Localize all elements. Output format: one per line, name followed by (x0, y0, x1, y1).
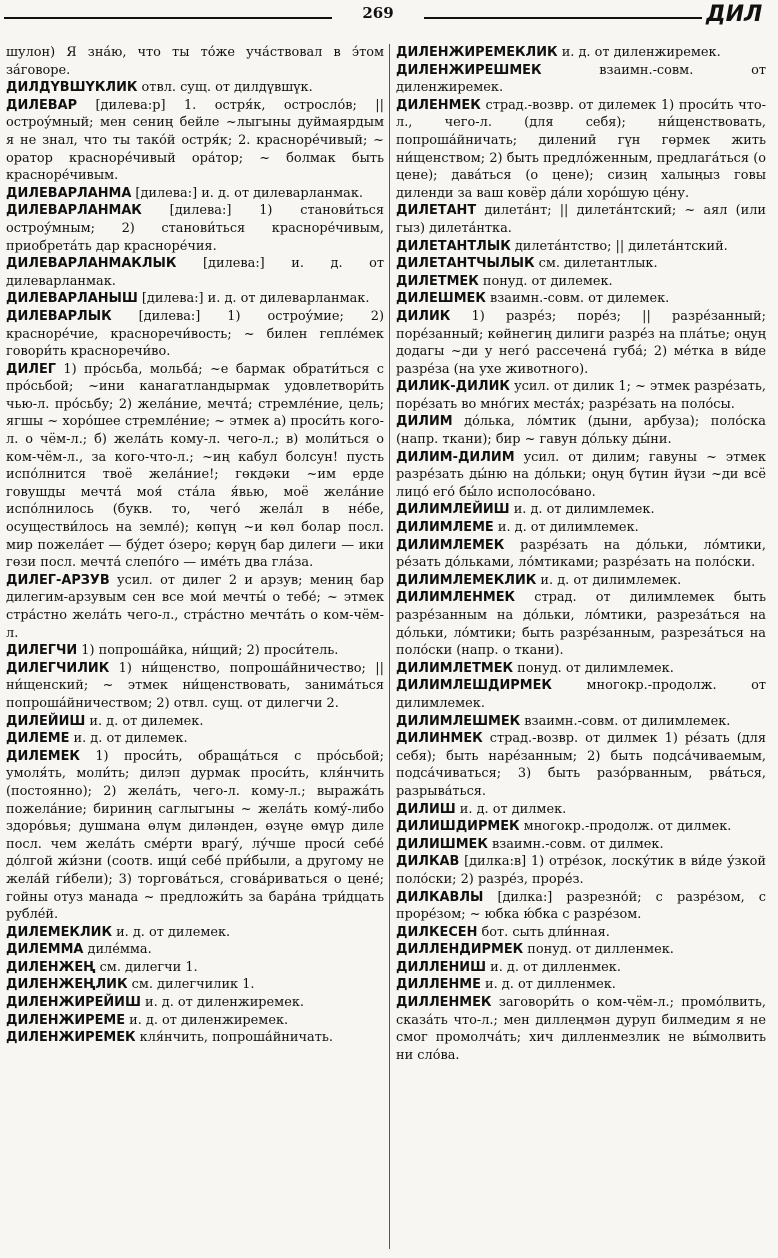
dictionary-entry: ДИЛЕНЖИРЕМЕК кля́нчить, попроша́йничать. (6, 1030, 333, 1046)
dictionary-entry: ДИЛИМЛЕМЕК разре́зать на до́льки, ло́мтики, ре́зать до́льками, ло́мтиками; разре́зать на поло́ски. (396, 537, 766, 571)
right-column (396, 44, 766, 1064)
dictionary-entry: ДИЛЕГЧИ 1) попроша́йка, ни́щий; 2) проси́тель. (6, 643, 339, 659)
dictionary-entry: ДИЛЕНМЕК страд.-возвр. от дилемек 1) проси́ть что-л., чего-л. (для себя); ни́щенствовать, попроша́йничать; дилениӣ гүн гөрмек жить ни́щенством; 2) быть предло́женным, предлага́ться (о цене); дава́ться (о цене); сизиң халыңыз говы диленди за ваш ковёр да́ли хоро́шую це́ну. (396, 97, 766, 201)
dictionary-entry: ДИЛЕЙИШ и. д. от дилемек. (6, 713, 204, 729)
dictionary-entry: ДИЛИМ-ДИЛИМ усил. от дилим; гавуны ~ этмек разре́зать ды́ню на до́льки; оңуң бүтин йүзи ~ди всё лицо́ его́ бы́ло исполосо́вано. (396, 449, 766, 500)
dictionary-entry: ДИЛЕГ 1) про́сьба, мольба́; ~е бармак обрати́ться с про́сьбой; ~ини канагатландырмак удовлетвори́ть чью-л. про́сьбу; 2) жела́ние, мечта́; стремле́ние, цель; ягшы ~ хоро́шее стремле́ние; ~ этмек а) проси́ть кого-л. о чём-л.; б) жела́ть кому-л. чего-л.; в) моли́ться о ком-чём-л., за кого-что-л.; ~иң кабул болсун! пусть испо́лнится твоё жела́ние!; гөкдәки ~им ерде говушды мечта́ моя́ ста́ла я́вью, моё жела́ние испо́лнилось (букв. то, чего́ жела́л в не́бе, осуществи́лось на земле́); көпүң ~и көл болар посл. мир пожела́ет — бу́дет о́зеро; көрүң бар дилеги — ики гөзи посл. мечта́ слепо́го — име́ть два гла́за. (6, 361, 384, 571)
header-rule-right (424, 17, 702, 19)
dictionary-entry: ДИЛЕНЖИРЕМЕ и. д. от диленжиремек. (6, 1012, 289, 1028)
dictionary-entry: ДИЛЕНЖИРЕШМЕК взаимн.-совм. от диленжиремек. (396, 62, 766, 96)
page-header (0, 0, 778, 30)
dictionary-entry: ДИЛЕГЧИЛИК 1) ни́щенство, попроша́йничество; || ни́щенский; ~ этмек ни́щенствовать, занима́ться попроша́йничеством; 2) отвл. сущ. от дилегчи 2. (6, 660, 384, 711)
dictionary-entry: шулон) Я зна́ю, что ты то́же уча́ствовал в э́том за́говоре. (6, 45, 384, 78)
dictionary-entry: ДИЛИШ и. д. от дилмек. (396, 801, 567, 817)
dictionary-entry: ДИЛИМ до́лька, ло́мтик (дыни, арбуза); поло́ска (напр. ткани); бир ~ гавун до́льку ды́ни. (396, 414, 766, 448)
header-rule-left (4, 17, 332, 19)
dictionary-entry: ДИЛЕМЕКЛИК и. д. от дилемек. (6, 924, 231, 940)
dictionary-entry: ДИЛЕВАРЛЫК [дилева:] 1) остроу́мие; 2) красноре́чие, красноречи́вость; ~ билен гепле́мек говори́ть красноречи́во. (6, 308, 384, 360)
dictionary-entry: ДИЛЕНЖЕҢ см. дилегчи 1. (6, 959, 198, 975)
dictionary-entry: ДИЛЕНЖЕҢЛИК см. дилегчилик 1. (6, 977, 255, 993)
running-head: ДИЛ (706, 2, 763, 27)
dictionary-entry: ДИЛЛЕНИШ и. д. от дилленмек. (396, 959, 621, 975)
dictionary-entry: ДИЛЕНЖИРЕМЕКЛИК и. д. от диленжиремек. (396, 45, 721, 60)
dictionary-entry: ДИЛЕВАРЛАНМАКЛЫК [дилева:] и. д. от дилеварланмак. (6, 256, 384, 289)
dictionary-entry: ДИЛЕММА диле́мма. (6, 942, 152, 958)
dictionary-entry: ДИЛЕТМЕК понуд. от дилемек. (396, 273, 613, 289)
dictionary-entry: ДИЛЕМЕК 1) проси́ть, обраща́ться с про́сьбой; умоля́ть, моли́ть; дилэп дурмак проси́ть, кля́нчить (постоянно); 2) жела́ть, чего-л. кому-л.; выража́ть пожела́ние; бириниң саглыгыны ~ жела́ть кому́-либо здоро́вья; душмана өлүм диләнден, өзүңе өмүр диле посл. чем жела́ть сме́рти врагу́, лу́чше проси́ себе́ до́лгой жи́зни (соотв. ищи́ себе́ при́были, а другому не жела́й ги́бели); 3) торгова́ться, сгова́риваться о цене́; гойны отуз манада ~ предложи́ть за бара́на три́дцать рубле́й. (6, 748, 384, 923)
dictionary-entry: ДИЛЛЕНДИРМЕК понуд. от дилленмек. (396, 942, 674, 958)
dictionary-entry: ДИЛИМЛЕЙИШ и. д. от дилимлемек. (396, 502, 655, 518)
dictionary-entry: ДИЛИНМЕК страд.-возвр. от дилмек 1) ре́зать (для себя); быть наре́занным; 2) быть подса́чиваемым, подса́чиваться; 3) быть разо́рванным, рва́ться, разрыва́ться. (396, 731, 766, 799)
dictionary-entry: ДИЛЕНЖИРЕЙИШ и. д. от диленжиремек. (6, 995, 304, 1011)
dictionary-entry: ДИЛИШМЕК взаимн.-совм. от дилмек. (396, 836, 664, 852)
dictionary-entry: ДИЛЕШМЕК взаимн.-совм. от дилемек. (396, 291, 670, 307)
dictionary-entry: ДИЛИМЛЕШМЕК взаимн.-совм. от дилимлемек. (396, 713, 731, 729)
dictionary-entry: ДИЛЕВАР [дилева:р] 1. остря́к, остросло́в; || остроу́мный; мен сениң бейле ~лыгыны дуймаярдым я не знал, что ты тако́й остря́к; 2. красноре́чивый; ~ оратор красноре́чивый ора́тор; ~ болмак быть красноре́чивым. (6, 97, 384, 184)
column-divider (389, 44, 390, 1249)
left-column (6, 44, 384, 1047)
page-number: 269 (362, 4, 394, 22)
dictionary-entry: ДИЛИМЛЕМЕКЛИК и. д. от дилимлемек. (396, 572, 682, 588)
dictionary-entry: ДИЛИК-ДИЛИК усил. от дилик 1; ~ этмек разре́зать, поре́зать во мно́гих места́х; разре́зать на поло́сы. (396, 379, 766, 412)
right-entries (396, 44, 766, 1064)
dictionary-entry: ДИЛЕВАРЛАНМА [дилева:] и. д. от дилеварланмак. (6, 185, 363, 201)
dictionary-entry: ДИЛИК 1) разре́з; поре́з; || разре́занный; поре́занный; көйнегиң дилиги разре́з на пла́тье; оңуң додагы ~ди у него́ рассечена́ губа́; 2) ме́тка в ви́де разре́за (на ухе животного). (396, 308, 766, 377)
dictionary-entry: ДИЛЕТАНТ дилета́нт; || дилета́нтский; ~ аял (или гыз) дилета́нтка. (396, 203, 766, 236)
dictionary-entry: ДИЛЕГ-АРЗУВ усил. от дилег 2 и арзув; мениң бар дилегим-арзувым сен все мои́ мечты́ о тебе́; ~ этмек стра́стно жела́ть чего-л., стра́стно мечта́ть о ком-чём-л. (6, 572, 384, 641)
dictionary-entry: ДИЛИМЛЕМЕ и. д. от дилимлемек. (396, 520, 639, 536)
dictionary-entry: ДИЛЛЕНМЕК заговори́ть о ком-чём-л.; промо́лвить, сказа́ть что-л.; мен диллеңмән дуруп билмедим я не смог промолча́ть; хич дилленмезлик не вы́молвить ни сло́ва. (396, 995, 766, 1063)
dictionary-entry: ДИЛИМЛЕТМЕК понуд. от дилимлемек. (396, 660, 674, 676)
dictionary-entry: ДИЛИМЛЕШДИРМЕК многокр.-продолж. от дилимлемек. (396, 678, 766, 711)
left-entries (6, 44, 384, 1047)
dictionary-entry: ДИЛЕТАНТЧЫЛЫК см. дилетантлык. (396, 256, 658, 272)
dictionary-entry: ДИЛЕВАРЛАНЫШ [дилева:] и. д. от дилеварланмак. (6, 291, 370, 307)
dictionary-entry: ДИЛЕТАНТЛЫК дилета́нтство; || дилета́нтский. (396, 238, 728, 254)
dictionary-entry: ДИЛКАВ [дилка:в] 1) отре́зок, лоску́тик в ви́де у́зкой поло́ски; 2) разре́з, проре́з. (396, 854, 766, 887)
dictionary-entry: ДИЛДҮВШҮКЛИК отвл. сущ. от дилдүвшүк. (6, 80, 313, 96)
dictionary-entry: ДИЛЕВАРЛАНМАК [дилева:] 1) станови́ться остроу́мным; 2) станови́ться красноре́чивым, приобрета́ть дар красноре́чия. (6, 203, 384, 254)
dictionary-entry: ДИЛИМЛЕНМЕК страд. от дилимлемек быть разре́занным на до́льки, ло́мтики, разреза́ться на до́льки, ло́мтики; быть разре́занным, разреза́ться на поло́ски (напр. о ткани). (396, 590, 766, 659)
dictionary-entry: ДИЛЛЕНМЕ и. д. от дилленмек. (396, 977, 616, 993)
dictionary-entry: ДИЛКАВЛЫ [дилка:] разрезно́й; с разре́зом, с проре́зом; ~ юбка ю́бка с разре́зом. (396, 889, 766, 923)
dictionary-entry: ДИЛЕМЕ и. д. от дилемек. (6, 731, 188, 747)
dictionary-entry: ДИЛИШДИРМЕК многокр.-продолж. от дилмек. (396, 819, 732, 835)
dictionary-entry: ДИЛКЕСЕН бот. сыть дли́нная. (396, 924, 610, 940)
